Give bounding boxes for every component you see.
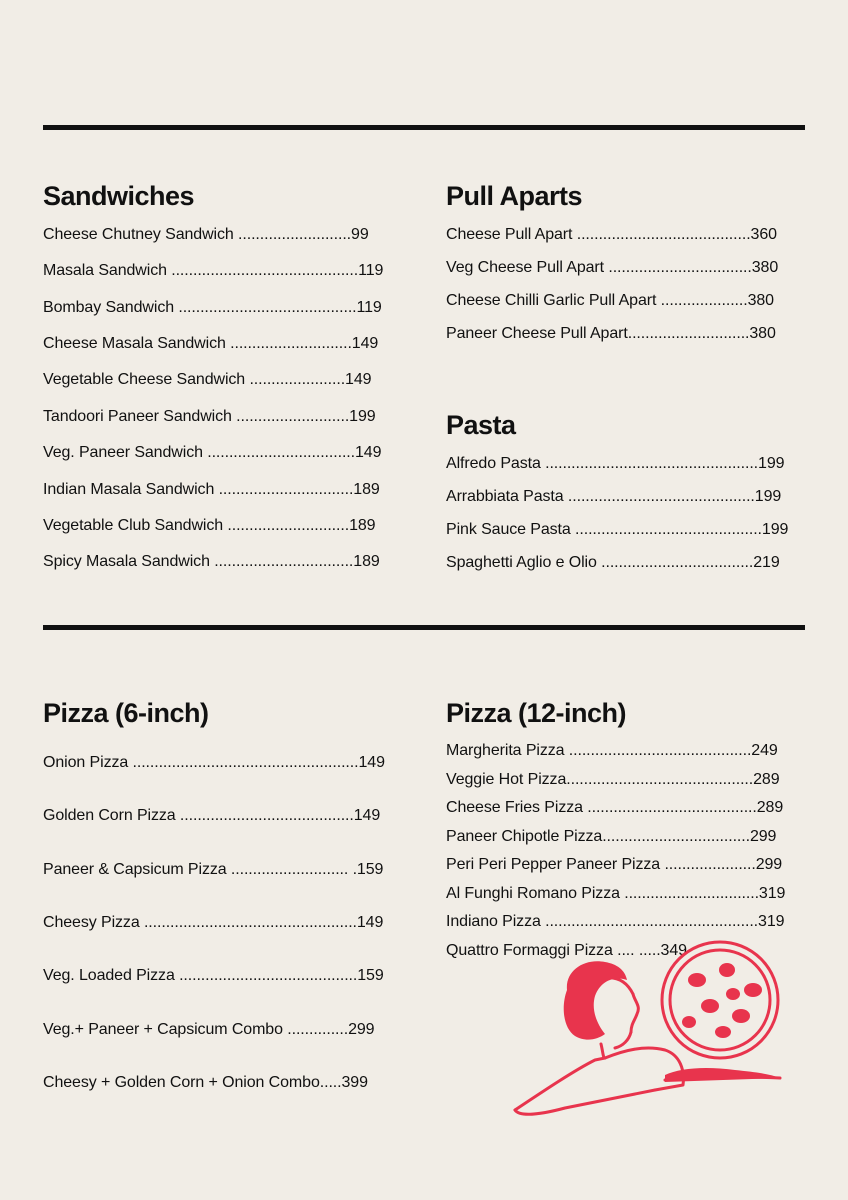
menu-item: Peri Peri Pepper Paneer Pizza .....................299 [446, 856, 783, 873]
menu-item: Paneer Cheese Pull Apart............................380 [446, 325, 776, 342]
person-holding-pizza-icon [505, 940, 795, 1120]
menu-item: Cheese Chilli Garlic Pull Apart ....................380 [446, 292, 774, 309]
menu-item: Vegetable Club Sandwich ............................189 [43, 517, 376, 534]
menu-item: Bombay Sandwich .........................................119 [43, 299, 382, 316]
menu-item: Margherita Pizza ..........................................249 [446, 742, 778, 759]
menu-item: Pink Sauce Pasta ...........................................199 [446, 521, 789, 538]
section-pull-aparts [446, 180, 816, 360]
menu-item: Cheesy + Golden Corn + Onion Combo.....399 [43, 1074, 368, 1091]
section-title: Pizza (6-inch) [43, 698, 209, 728]
section-title: Pasta [446, 410, 516, 440]
section-pizza-6-inch [43, 697, 423, 1107]
section-title: Sandwiches [43, 181, 195, 211]
section-sandwiches [43, 180, 423, 580]
menu-item: Indian Masala Sandwich ...............................189 [43, 481, 380, 498]
menu-item: Al Funghi Romano Pizza ...............................319 [446, 885, 786, 902]
menu-item: Veg. Loaded Pizza .........................................159 [43, 967, 384, 984]
menu-item: Paneer Chipotle Pizza..................................299 [446, 828, 777, 845]
menu-item: Quattro Formaggi Pizza .... .....349 [446, 942, 687, 959]
menu-item: Spicy Masala Sandwich ................................189 [43, 553, 380, 570]
menu-item: Veggie Hot Pizza...........................................289 [446, 771, 780, 788]
section-pasta [446, 409, 816, 589]
top-divider [43, 125, 805, 130]
section-pizza-12-inch [446, 697, 816, 967]
menu-item: Veg Cheese Pull Apart .................................380 [446, 259, 779, 276]
menu-item: Vegetable Cheese Sandwich ......................149 [43, 371, 372, 388]
middle-divider [43, 625, 805, 630]
menu-item: Cheesy Pizza .................................................149 [43, 914, 384, 931]
menu-item: Masala Sandwich ...........................................119 [43, 262, 384, 279]
menu-item: Onion Pizza ....................................................149 [43, 754, 385, 771]
section-title: Pull Aparts [446, 181, 583, 211]
section-title: Pizza (12-inch) [446, 698, 627, 728]
menu-item: Arrabbiata Pasta ...........................................199 [446, 488, 782, 505]
menu-item: Golden Corn Pizza ........................................149 [43, 807, 381, 824]
menu-item: Veg.+ Paneer + Capsicum Combo ..............299 [43, 1021, 375, 1038]
menu-item: Cheese Fries Pizza .......................................289 [446, 799, 784, 816]
menu-item: Tandoori Paneer Sandwich ..........................199 [43, 408, 376, 425]
menu-item: Veg. Paneer Sandwich ..................................149 [43, 444, 382, 461]
menu-item: Cheese Chutney Sandwich ..........................99 [43, 226, 369, 243]
menu-item: Cheese Pull Apart ........................................360 [446, 226, 777, 243]
menu-item: Alfredo Pasta .................................................199 [446, 455, 785, 472]
menu-item: Indiano Pizza .................................................319 [446, 913, 785, 930]
menu-item: Spaghetti Aglio e Olio ...................................219 [446, 554, 780, 571]
menu-item: Cheese Masala Sandwich ............................149 [43, 335, 379, 352]
menu-item: Paneer & Capsicum Pizza ........................... .159 [43, 861, 384, 878]
